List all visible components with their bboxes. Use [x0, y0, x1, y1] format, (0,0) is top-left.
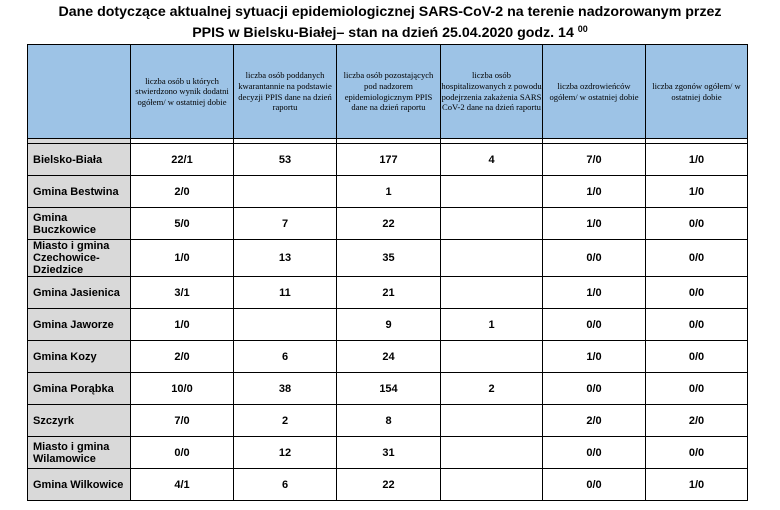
header-cell-deaths: liczba zgonów ogółem/ w ostatniej dobie [646, 45, 748, 139]
cell-deaths: 1/0 [646, 469, 748, 501]
row-label: Miasto i gmina Czechowice-Dziedzice [28, 240, 131, 277]
cell-positive: 1/0 [131, 309, 234, 341]
table-row [28, 469, 748, 501]
cell-hospitalized: 2 [441, 373, 543, 405]
table-row [28, 144, 748, 176]
cell-quarantine: 2 [234, 405, 337, 437]
cell-quarantine: 6 [234, 341, 337, 373]
cell-hospitalized [441, 469, 543, 501]
cell-positive: 1/0 [131, 240, 234, 277]
table-row [28, 341, 748, 373]
table-row [28, 405, 748, 437]
row-label: Szczyrk [28, 405, 131, 437]
cell-deaths: 0/0 [646, 341, 748, 373]
cell-deaths: 0/0 [646, 208, 748, 240]
cell-recovered: 1/0 [543, 208, 646, 240]
title-line-2 [0, 21, 780, 42]
cell-quarantine: 11 [234, 277, 337, 309]
cell-supervision: 35 [337, 240, 441, 277]
table-row [28, 176, 748, 208]
cell-hospitalized [441, 176, 543, 208]
cell-recovered: 0/0 [543, 437, 646, 469]
cell-positive: 2/0 [131, 341, 234, 373]
cell-supervision: 1 [337, 176, 441, 208]
title-line-1: Dane dotyczące aktualnej sytuacji epidemiologicznej SARS-CoV-2 na terenie nadzorowanym przez [58, 4, 722, 20]
cell-supervision: 21 [337, 277, 441, 309]
row-label: Gmina Kozy [28, 341, 131, 373]
row-label: Gmina Jasienica [28, 277, 131, 309]
table-row [28, 437, 748, 469]
cell-recovered: 2/0 [543, 405, 646, 437]
cell-hospitalized: 1 [441, 309, 543, 341]
cell-hospitalized [441, 437, 543, 469]
row-label: Miasto i gmina Wilamowice [28, 437, 131, 469]
row-label: Gmina Bestwina [28, 176, 131, 208]
cell-hospitalized [441, 277, 543, 309]
cell-hospitalized [441, 240, 543, 277]
cell-deaths: 1/0 [646, 176, 748, 208]
cell-supervision: 8 [337, 405, 441, 437]
row-label: Gmina Porąbka [28, 373, 131, 405]
title-hour-superscript: 00 [577, 24, 588, 34]
cell-positive: 5/0 [131, 208, 234, 240]
header-cell-quarantine: liczba osób poddanych kwarantannie na podstawie decyzji PPIS dane na dzień raportu [234, 45, 337, 139]
header-cell-recovered: liczba ozdrowieńców ogółem/ w ostatniej dobie [543, 45, 646, 139]
cell-deaths: 0/0 [646, 309, 748, 341]
cell-deaths: 0/0 [646, 240, 748, 277]
cell-positive: 7/0 [131, 405, 234, 437]
cell-quarantine: 13 [234, 240, 337, 277]
cell-deaths: 0/0 [646, 277, 748, 309]
cell-quarantine: 12 [234, 437, 337, 469]
cell-positive: 10/0 [131, 373, 234, 405]
cell-supervision: 31 [337, 437, 441, 469]
row-label: Gmina Buczkowice [28, 208, 131, 240]
cell-quarantine [234, 309, 337, 341]
row-label: Gmina Jaworze [28, 309, 131, 341]
cell-positive: 3/1 [131, 277, 234, 309]
cell-deaths: 0/0 [646, 437, 748, 469]
row-label: Gmina Wilkowice [28, 469, 131, 501]
header-cell-corner [28, 45, 131, 139]
cell-recovered: 0/0 [543, 240, 646, 277]
cell-supervision: 22 [337, 208, 441, 240]
cell-hospitalized [441, 341, 543, 373]
cell-hospitalized [441, 208, 543, 240]
cell-supervision: 177 [337, 144, 441, 176]
row-label: Bielsko-Biała [28, 144, 131, 176]
title-line-2-text: PPIS w Bielsku-Białej– stan na dzień 25.04.2020 godz. 14 [192, 25, 574, 41]
cell-positive: 22/1 [131, 144, 234, 176]
cell-positive: 2/0 [131, 176, 234, 208]
cell-positive: 0/0 [131, 437, 234, 469]
cell-recovered: 0/0 [543, 309, 646, 341]
page-title [0, 4, 780, 42]
cell-quarantine: 6 [234, 469, 337, 501]
table-row [28, 309, 748, 341]
cell-deaths: 0/0 [646, 373, 748, 405]
cell-recovered: 1/0 [543, 176, 646, 208]
cell-quarantine: 53 [234, 144, 337, 176]
cell-supervision: 22 [337, 469, 441, 501]
cell-recovered: 1/0 [543, 341, 646, 373]
cell-recovered: 0/0 [543, 373, 646, 405]
table-body [28, 139, 748, 501]
table-row [28, 373, 748, 405]
table-row [28, 208, 748, 240]
header-cell-supervision: liczba osób pozostających pod nadzorem epidemiologicznym PPIS dane na dzień raportu [337, 45, 441, 139]
table-header-row [28, 45, 748, 139]
header-cell-hospitalized: liczba osób hospitalizowanych z powodu podejrzenia zakażenia SARS CoV-2 dane na dzień raportu [441, 45, 543, 139]
header-cell-positive: liczba osób u których stwierdzono wynik dodatni ogółem/ w ostatniej dobie [131, 45, 234, 139]
cell-deaths: 2/0 [646, 405, 748, 437]
cell-recovered: 1/0 [543, 277, 646, 309]
cell-hospitalized [441, 405, 543, 437]
table-row [28, 277, 748, 309]
cell-recovered: 7/0 [543, 144, 646, 176]
epidemic-data-table [27, 44, 748, 501]
cell-supervision: 154 [337, 373, 441, 405]
cell-quarantine: 38 [234, 373, 337, 405]
cell-supervision: 24 [337, 341, 441, 373]
cell-hospitalized: 4 [441, 144, 543, 176]
cell-positive: 4/1 [131, 469, 234, 501]
cell-deaths: 1/0 [646, 144, 748, 176]
cell-quarantine [234, 176, 337, 208]
cell-quarantine: 7 [234, 208, 337, 240]
cell-recovered: 0/0 [543, 469, 646, 501]
table-row [28, 240, 748, 277]
cell-supervision: 9 [337, 309, 441, 341]
